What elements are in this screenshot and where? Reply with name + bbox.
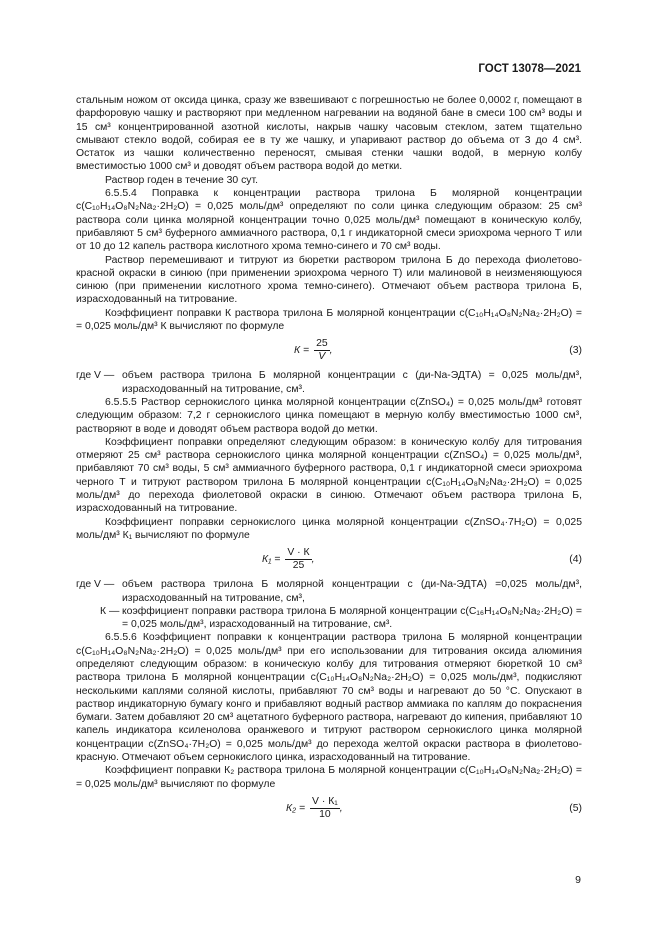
paragraph-p4: Раствор перемешивают и титруют из бюретки раствором трилона Б до перехода фиолетово-красной окраски в синюю (при применении эриохрома черного Т) или малиновой в неизменяющуюся синюю (при применении кислотного хрома темно-синего). Отмечают объем раствора трилона Б, израсходованный на титрование. xyxy=(76,254,582,306)
formula-3-lhs: К = xyxy=(294,345,310,357)
paragraph-6-5-5-6: 6.5.5.6 Коэффициент поправки к концентрации раствора трилона Б молярной концентрации c(C₁₀H₁₄O₈N₂Na₂·2H₂O) = 0,025 моль/дм³ при его использовании для титрования оксида алюминия определяют следующим образом: в коническую колбу для титрования отмеряют бюреткой 10 см³ раствора трилона Б молярной концентрации c(C₁₀H₁₄O₈N₂Na₂·2H₂O) = 0,025 моль/дм³, подкисляют несколькими каплями соляной кислоты, прибавляют 70 см³ воды и нагревают до 50 °С. Опускают в раствор индикаторную бумагу конго и прибавляют водный раствор аммиака по каплям до покраснения бумаги. Затем добавляют 20 см³ ацетатного буферного раствора, нагревают до кипения, прибавляют 10 капель индикатора ксиленолова оранжевого и титруют раствором сернокислого цинка молярной концентрации c(ZnSO₄·7H₂O) = 0,025 моль/дм³ до перехода желтой окраски раствора в фиолетово-красную. Отмечают объем сернокислого цинка, израсходованный на титрование. xyxy=(76,632,582,764)
paragraph-p8: Коэффициент поправки сернокислого цинка молярной концентрации c(ZnSO₄·7H₂O) = 0,025 моль/дм³ К₁ вычисляют по формуле xyxy=(76,516,582,541)
paragraph-6-5-5-5: 6.5.5.5 Раствор сернокислого цинка молярной концентрации c(ZnSO₄) = 0,025 моль/дм³ готовят следующим образом: 7,2 г сернокислого цинка помещают в мерную колбу вместимостью 1000 см³, растворяют в воде и доводят объем раствора водой до метки. xyxy=(76,396,582,435)
formula-3-numerator: 25 xyxy=(316,338,328,350)
formula-4-tail: , xyxy=(311,554,315,566)
formula-4-number: (4) xyxy=(569,554,582,566)
formula-5 xyxy=(76,792,582,825)
paragraph-6-5-5-4: 6.5.5.4 Поправка к концентрации раствора трилона Б молярной концентрации c(C₁₀H₁₄O₈N₂Na₂·2H₂O) = 0,025 моль/дм³ определяют по соли цинка следующим образом: 25 см³ раствора соли цинка молярной концентрации точно 0,025 моль/дм³ помещают в коническую колбу, прибавляют 5 см³ буферного аммиачного раствора, 0,1 г индикаторной смеси эриохрома черного Т или от 10 до 12 капель раствора кислотного хрома темно-синего и 70 см³ воды. xyxy=(76,188,582,253)
paragraph-p7: Коэффициент поправки определяют следующим образом: в коническую колбу для титрования отмеряют 25 см³ раствора сернокислого цинка молярной концентрации c(ZnSO₄) = 0,025 моль/дм³, прибавляют 70 см³ воды, 5 см³ аммиачного буферного раствора, 0,1 г индикаторной смеси эриохрома черного Т и титруют раствором трилона Б молярной концентрации c(C₁₀H₁₄O₈N₂Na₂·2H₂O) = 0,025 моль/дм³ до перехода фиолетовой окраски в синюю. Отмечают объем раствора трилона Б, израсходованный на титрование. xyxy=(76,436,582,515)
where-3-text: коэффициент поправки раствора трилона Б молярной концентрации c(C₁₆H₁₄O₈N₂Na₂·2H₂O) = = 0,025 моль/дм³, израсходованный на титрование, см³. xyxy=(122,605,582,631)
where-block-3 xyxy=(76,605,582,632)
formula-3-number: (3) xyxy=(569,345,582,357)
where-1-text: объем раствора трилона Б молярной концентрации c (ди-Na-ЭДТА) = 0,025 моль/дм³, израсходованный на титрование, см³. xyxy=(122,370,582,395)
paragraph-p2: Раствор годен в течение 30 сут. xyxy=(105,174,258,186)
where-3-label: К — xyxy=(100,605,120,617)
formula-4-lhs: К₁ = xyxy=(262,554,281,566)
formula-5-number: (5) xyxy=(569,802,582,814)
formula-4-fraction xyxy=(285,547,311,572)
formula-3 xyxy=(76,334,582,367)
formula-4-numerator: V · К xyxy=(287,547,310,559)
where-2-label: где V — xyxy=(76,579,115,591)
main-text xyxy=(76,94,582,827)
formula-5-lhs: К₂ = xyxy=(286,802,306,814)
formula-5-tail: , xyxy=(339,802,343,814)
where-block-2 xyxy=(76,578,582,605)
where-block-1 xyxy=(76,369,582,396)
formula-5-denominator: 10 xyxy=(319,808,331,820)
paragraph-p1: стальным ножом от оксида цинка, сразу же взвешивают с погрешностью не более 0,0002 г, помещают в фарфоровую чашку и растворяют при медленном нагревании на водяной бане в смеси 100 см³ воды и 15 см³ концентрированной азотной кислоты, накрыв чашку часовым стеклом, затем тщательно смывают стекло водой, собирая ее в ту же чашку, и упаривают раствор до объема от 3 до 4 см³. Остаток из чашки количественно переносят, смывая стенки чашки водой, в мерную колбу вместимостью 1000 см³ и доводят объем раствора водой до метки. xyxy=(76,95,582,173)
paragraph-p5: Коэффициент поправки К раствора трилона Б молярной концентрации c(C₁₀H₁₄O₈N₂Na₂·2H₂O) = = 0,025 моль/дм³ К вычисляют по формуле xyxy=(76,307,582,333)
formula-3-tail: , xyxy=(329,345,333,357)
formula-5-fraction xyxy=(310,796,340,821)
formula-4-denominator: 25 xyxy=(292,560,305,572)
formula-5-numerator: V · К₁ xyxy=(312,795,338,807)
formula-3-denominator: V xyxy=(318,351,326,363)
page-number: 9 xyxy=(575,874,581,886)
formula-3-fraction xyxy=(314,338,330,363)
formula-4 xyxy=(76,543,582,576)
where-2-text: объем раствора трилона Б молярной концентрации c (ди-Na-ЭДТА) =0,025 моль/дм³, израсходованный на титрование, см³, xyxy=(122,579,582,604)
where-1-label: где V — xyxy=(76,370,115,382)
paragraph-p10: Коэффициент поправки К₂ раствора трилона Б молярной концентрации c(C₁₀H₁₄O₈N₂Na₂·2H₂O) = = 0,025 моль/дм³ вычисляют по формуле xyxy=(76,765,582,790)
standard-header: ГОСТ 13078—2021 xyxy=(478,63,581,75)
